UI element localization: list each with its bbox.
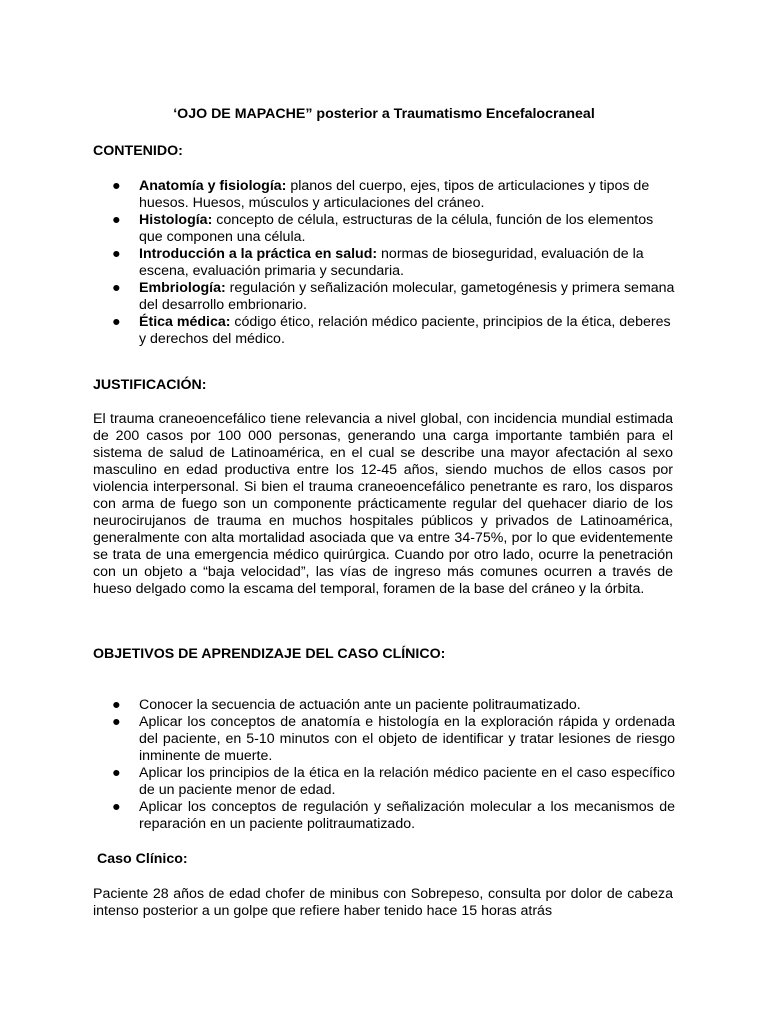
item-text: normas de bioseguridad, evaluación de la escena, evaluación primaria y secundaria. bbox=[139, 246, 644, 279]
list-item bbox=[93, 314, 675, 348]
item-term: Introducción a la práctica en salud: bbox=[139, 246, 378, 262]
bullet-icon: ● bbox=[112, 765, 121, 781]
bullet-icon: ● bbox=[112, 314, 121, 330]
objetivos-list bbox=[93, 697, 675, 833]
bullet-icon: ● bbox=[112, 212, 121, 228]
list-item bbox=[93, 714, 675, 765]
bullet-icon: ● bbox=[112, 697, 121, 713]
item-text: Aplicar los conceptos de regulación y señalización molecular a los mecanismos de reparación en un paciente politraumatizado. bbox=[139, 799, 675, 832]
item-text: Conocer la secuencia de actuación ante un paciente politraumatizado. bbox=[139, 697, 581, 713]
item-text: Aplicar los conceptos de anatomía e histología en la exploración rápida y ordenada del paciente, en 5-10 minutos con el objeto de identificar y tratar lesiones de riesgo inminente de muerte. bbox=[139, 714, 675, 764]
justificacion-heading: JUSTIFICACIÓN: bbox=[93, 377, 207, 393]
list-item bbox=[93, 246, 675, 280]
item-term: Ética médica: bbox=[139, 314, 231, 330]
bullet-icon: ● bbox=[112, 280, 121, 296]
item-term: Embriología: bbox=[139, 280, 226, 296]
item-text: concepto de célula, estructuras de la célula, función de los elementos que componen una célula. bbox=[139, 212, 654, 245]
bullet-icon: ● bbox=[112, 714, 121, 730]
item-text: código ético, relación médico paciente, principios de la ética, deberes y derechos del médico. bbox=[139, 314, 671, 347]
caso-heading: Caso Clínico: bbox=[97, 851, 188, 867]
list-item bbox=[93, 697, 675, 714]
justificacion-paragraph: El trauma craneoencefálico tiene relevancia a nivel global, con incidencia mundial estimada de 200 casos por 100 000 personas, generando una carga importante también para el sistema de salud de Latinoamérica, en el cual se describe una mayor afectación al sexo masculino en edad productiva entre los 12-45 años, siendo muchos de ellos casos por violencia interpersonal. Si bien el trauma craneoencefálico penetrante es raro, los disparos con arma de fuego son un componente prácticamente regular del quehacer diario de los neurocirujanos de trauma en muchos hospitales públicos y privados de Latinoamérica, generalmente con alta mortalidad asociada que va entre 34-75%, por lo que evidentemente se trata de una emergencia médico quirúrgica. Cuando por otro lado, ocurre la penetración con un objeto a “baja velocidad”, las vías de ingreso más comunes ocurren a través de hueso delgado como la escama del temporal, foramen de la base del cráneo y la órbita. bbox=[93, 411, 673, 597]
bullet-icon: ● bbox=[112, 246, 121, 262]
bullet-icon: ● bbox=[112, 799, 121, 815]
list-item bbox=[93, 799, 675, 833]
list-item bbox=[93, 280, 675, 314]
item-term: Anatomía y fisiología: bbox=[139, 178, 287, 194]
item-text: regulación y señalización molecular, gametogénesis y primera semana del desarrollo embrionario. bbox=[139, 280, 675, 313]
item-text: planos del cuerpo, ejes, tipos de articulaciones y tipos de huesos. Huesos, músculos y articulaciones del cráneo. bbox=[139, 178, 650, 211]
caso-paragraph: Paciente 28 años de edad chofer de minibus con Sobrepeso, consulta por dolor de cabeza intenso posterior a un golpe que refiere haber tenido hace 15 horas atrás bbox=[93, 886, 673, 919]
contenido-heading: CONTENIDO: bbox=[93, 143, 183, 159]
item-text: Aplicar los principios de la ética en la relación médico paciente en el caso específico de un paciente menor de edad. bbox=[139, 765, 675, 798]
bullet-icon: ● bbox=[112, 178, 121, 194]
list-item bbox=[93, 765, 675, 799]
list-item bbox=[93, 178, 675, 212]
item-term: Histología: bbox=[139, 212, 213, 228]
objetivos-heading: OBJETIVOS DE APRENDIZAJE DEL CASO CLÍNICO: bbox=[93, 646, 446, 662]
list-item bbox=[93, 212, 675, 246]
contenido-list bbox=[93, 178, 675, 348]
document-title: ‘OJO DE MAPACHE” posterior a Traumatismo Encefalocraneal bbox=[173, 106, 595, 122]
